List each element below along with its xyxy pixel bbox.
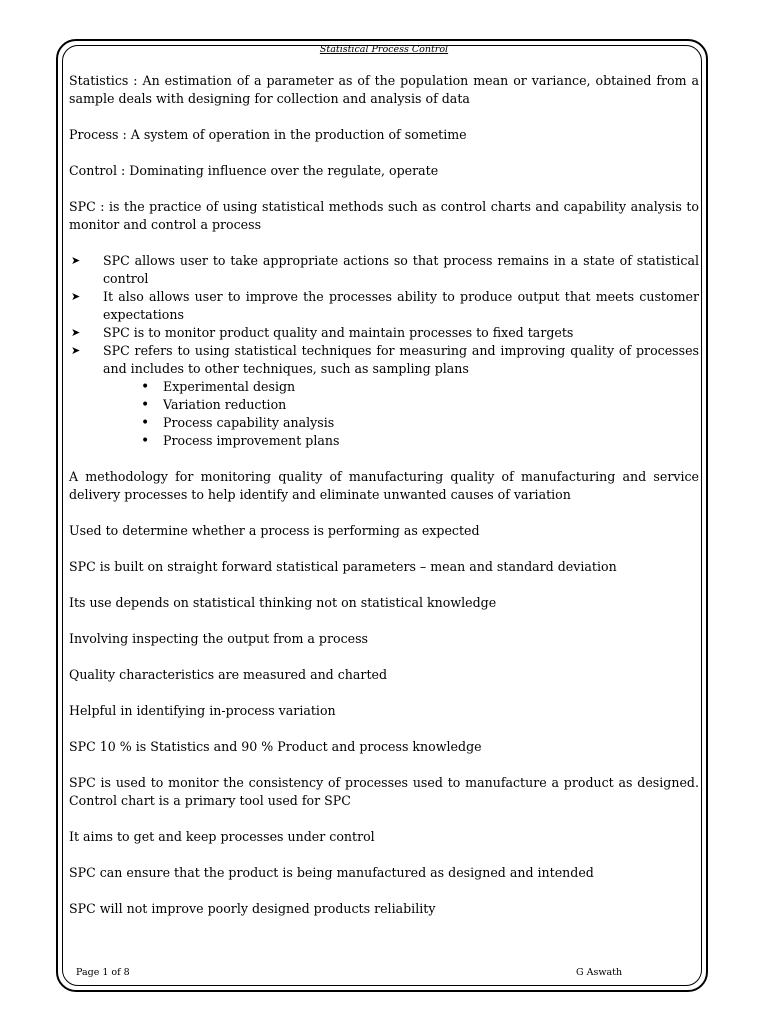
arrow-bullet-icon: ➤ xyxy=(71,254,81,267)
page-number: Page 1 of 8 xyxy=(76,967,130,978)
bullet-text: SPC allows user to take appropriate actions so that process remains in a state of statistical control xyxy=(103,253,699,286)
list-item xyxy=(69,324,699,342)
paragraph: SPC 10 % is Statistics and 90 % Product and process knowledge xyxy=(69,739,482,754)
arrow-bullet-icon: ➤ xyxy=(71,344,81,357)
bullet-text: It also allows user to improve the processes ability to produce output that meets customer expectations xyxy=(103,289,699,322)
paragraph: Involving inspecting the output from a process xyxy=(69,631,368,646)
definition-spc: SPC : is the practice of using statistical methods such as control charts and capability analysis to monitor and control a process xyxy=(69,199,699,232)
paragraph: SPC is built on straight forward statistical parameters – mean and standard deviation xyxy=(69,559,617,574)
paragraph: It aims to get and keep processes under control xyxy=(69,829,375,844)
paragraph: SPC will not improve poorly designed products reliability xyxy=(69,901,436,916)
arrow-bullet-icon: ➤ xyxy=(71,326,81,339)
author-name: G Aswath xyxy=(576,967,623,978)
sub-list-item xyxy=(141,432,699,450)
definition-process: Process : A system of operation in the production of sometime xyxy=(69,127,467,142)
paragraph-methodology: A methodology for monitoring quality of manufacturing quality of manufacturing and service delivery processes to help identify and eliminate unwanted causes of variation xyxy=(69,469,699,502)
list-item xyxy=(69,288,699,324)
sub-bullet-text: Variation reduction xyxy=(163,397,287,412)
sub-bullet-text: Experimental design xyxy=(163,379,296,394)
paragraph: Quality characteristics are measured and charted xyxy=(69,667,388,682)
dot-bullet-icon: • xyxy=(141,397,150,413)
document-title: Statistical Process Control xyxy=(319,44,449,55)
definition-statistics: Statistics : An estimation of a parameter as of the population mean or variance, obtained from a sample deals with designing for collection and analysis of data xyxy=(69,73,699,106)
dot-bullet-icon: • xyxy=(141,433,150,449)
sub-list-item xyxy=(141,396,699,414)
sub-list-item xyxy=(141,414,699,432)
paragraph: Its use depends on statistical thinking not on statistical knowledge xyxy=(69,595,497,610)
dot-bullet-icon: • xyxy=(141,415,150,431)
spc-bullet-list xyxy=(69,252,699,450)
definition-control: Control : Dominating influence over the regulate, operate xyxy=(69,163,439,178)
paragraph: SPC is used to monitor the consistency of processes used to manufacture a product as designed. Control chart is a primary tool used for SPC xyxy=(69,775,699,808)
sub-bullet-list xyxy=(103,378,699,450)
sub-list-item xyxy=(141,378,699,396)
arrow-bullet-icon: ➤ xyxy=(71,290,81,303)
paragraph: Helpful in identifying in-process variation xyxy=(69,703,336,718)
sub-bullet-text: Process capability analysis xyxy=(163,415,335,430)
dot-bullet-icon: • xyxy=(141,379,150,395)
document-body xyxy=(69,72,699,936)
paragraph: Used to determine whether a process is performing as expected xyxy=(69,523,480,538)
list-item xyxy=(69,342,699,450)
list-item xyxy=(69,252,699,288)
sub-bullet-text: Process improvement plans xyxy=(163,433,340,448)
bullet-text: SPC is to monitor product quality and maintain processes to fixed targets xyxy=(103,325,574,340)
paragraph: SPC can ensure that the product is being manufactured as designed and intended xyxy=(69,865,594,880)
bullet-text: SPC refers to using statistical techniques for measuring and improving quality of processes and includes to other techniques, such as sampling plans xyxy=(103,343,699,376)
